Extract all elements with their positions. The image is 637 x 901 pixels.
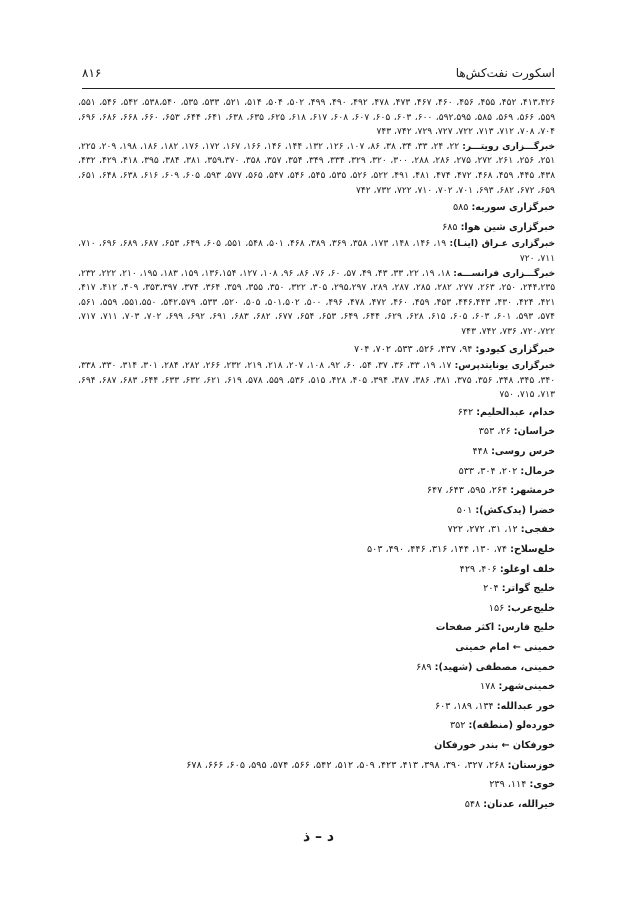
entry-page-numbers: ۱۱۴، ۲۳۹ [489,779,527,791]
entry-heading: خبرگـــزاری رویتـــر: [462,141,556,152]
entry-heading: خیرالله، عدنان: [483,798,555,810]
entry-page-numbers: ۱۳۴، ۱۸۹، ۶۰۳ [434,700,494,712]
entry-heading: خور عبدالله: [496,700,555,712]
index-entry [78,462,555,482]
entry-heading: خرمشهر: [510,485,555,497]
index-entry [78,340,555,360]
entry-page-numbers: ۲۶، ۳۵۳ [478,426,511,438]
index-entry [78,638,555,658]
entry-page-numbers: ۱۹، ۱۴۶، ۱۴۸، ۱۷۳، ۳۵۸، ۳۶۹، ۳۸۹، ۴۶۸، ۵۰۱، ۵۴۸، ۵۵۱، ۶۰۵، ۶۴۹، ۶۵۳، ۶۸۷، ۶۸۹، ۶۹۶، ۷۱۰، ۷۱۱، ۷۲۰ [78,239,555,264]
entry-heading: خبرگزاری سوریه: [471,202,555,214]
entry-page-numbers: ۴۴۸ [472,446,488,458]
index-entry [78,218,555,238]
entry-heading: خبرگزاری شین هوا: [460,221,555,233]
entry-page-numbers: ۴۰۶، ۴۲۹ [459,563,497,575]
entry-heading: خراسان: [513,426,555,438]
entry-heading: خلع‌سلاح: [510,544,555,556]
index-entry [78,198,555,218]
entry-heading: خدام، عبدالحلیم: [476,406,555,418]
entry-page-numbers: ۲۰۲، ۳۰۴، ۵۳۳ [458,465,518,477]
index-entry [78,756,555,776]
index-entry [78,658,555,678]
entry-page-numbers: ۵۸۵ [452,202,469,214]
index-entries [78,96,555,814]
index-entry [78,540,555,560]
index-entry [78,520,555,540]
entry-page-numbers: ۵۰۱ [456,504,473,516]
index-entry [78,140,555,198]
entry-page-numbers: ۹۴، ۴۳۷، ۵۲۶، ۵۳۳، ۷۰۲، ۷۰۴ [353,343,473,355]
entry-page-numbers: ۱۵۶ [488,602,505,614]
entry-heading: خبرگزاری کیودو: [475,343,555,355]
index-entry [78,795,555,815]
entry-heading: خبرگزاری عـراق (اینـا): [449,239,556,250]
index-entry [78,501,555,521]
entry-heading: خلیج گواتر: [501,583,555,595]
entry-page-numbers: ۶۸۵ [442,221,458,233]
entry-heading: خلیج فارس: اکثر صفحات [435,622,555,634]
running-title: اسکورت نفت‌کش‌ها [455,66,555,80]
entry-heading: خضرا (یدک‌کش): [475,504,555,516]
index-entry [78,359,555,403]
entry-page-numbers: ۱۷۸ [480,681,496,693]
entry-page-numbers: ۱۲، ۳۱، ۲۷۲، ۷۲۲ [447,524,518,536]
entry-heading: خوزستان: [507,759,555,771]
entry-page-numbers: ۲۰۴ [483,583,499,595]
index-entry [78,618,555,638]
index-entry [78,716,555,736]
entry-page-numbers: ۱۸، ۱۹، ۲۲، ۳۳، ۴۳، ۴۹، ۵۷، ۶۰، ۷۶، ۸۶، ۹۶، ۱۰۸، ۱۲۷، ۱۳۶،۱۵۴، ۱۵۹، ۱۸۳، ۱۹۵، ۲۱۰، ۲۲۲، ۲۳۲، ۲۴۴،۲۳۵، ۲۵۰، ۲۶۳، ۲۷۷، ۲۸۲، ۲۸۵، ۲۸۷، ۲۸۹، ۲۹۵،۲۹۷، ۳۰۵، ۳۲۲، ۳۵۰، ۳۵۵، ۳۵۹، ۳۶۴، ۳۷۴، ۳۵۳،۳۹۷، ۴۰۹، ۴۱۲، ۴۱۷، ۴۲۱، ۴۲۴، ۴۳۰، ۴۴۶،۴۴۳، ۴۵۳، ۴۵۹، ۴۶۰، ۴۷۲، ۴۷۸، ۴۹۶، ۵۰۰، ۵۰۱،۵۰۲، ۵۰۵، ۵۲۰، ۵۳۳، ۵۴۲،۵۷۹، ۵۵۱،۵۵۰، ۵۵۹، ۵۶۱، ۵۷۴، ۵۹۳، ۶۰۱، ۶۰۳، ۶۰۵، ۶۱۵، ۶۲۸، ۶۲۹، ۶۴۴، ۶۴۹، ۶۵۳، ۶۵۴، ۶۷۷، ۶۸۲، ۶۸۳، ۶۹۱، ۶۹۲، ۶۹۹، ۷۰۲، ۷۰۳، ۷۱۱، ۷۱۷، ۷۲۰،۷۲۲، ۷۳۶، ۷۴۲، ۷۴۳ [78,268,556,337]
entry-page-numbers: ۵۴۸ [464,798,481,810]
entry-heading: خبرگزاری یونایتدپرس: [454,361,556,372]
entry-page-numbers: ۶۸۹ [416,661,432,673]
entry-page-numbers: ۳۵۲ [449,720,466,732]
entry-heading: خلف اوغلو: [499,563,555,575]
entry-page-numbers: ۶۴۲ [457,406,474,418]
index-entry [78,237,555,266]
index-entry [78,677,555,697]
index-entry [78,422,555,442]
entry-page-numbers: ۱۷، ۱۹، ۳۳، ۳۶، ۳۷، ۵۴، ۶۰، ۹۲، ۱۰۸، ۲۰۷، ۲۱۸، ۲۱۹، ۲۳۲، ۲۶۶، ۲۸۲، ۲۸۴، ۳۰۱، ۳۱۴، ۳۳۰، ۳۳۸، ۳۴۰، ۳۴۵، ۳۴۸، ۳۵۶، ۳۷۵، ۳۸۱، ۳۸۶، ۳۸۷، ۳۹۴، ۴۰۵، ۴۲۸، ۵۱۵، ۵۳۶، ۵۵۹، ۵۷۸، ۶۱۹، ۶۲۱، ۶۳۲، ۶۳۳، ۶۴۴، ۶۸۳، ۶۸۷، ۶۹۴، ۷۱۳، ۷۱۵، ۷۵۰ [78,361,556,401]
index-entry [78,775,555,795]
entry-page-numbers: ۷۴، ۱۳۰، ۱۴۴، ۳۱۶، ۴۴۶، ۴۹۰، ۵۰۳ [367,544,508,556]
page-number: ۸۱۶ [82,66,102,80]
index-entry [78,599,555,619]
entry-heading: خبرگـــزاری فرانســـه: [453,268,556,279]
index-entry [78,403,555,423]
entry-heading: خورده‌لو (منطقه): [468,720,555,732]
index-entry [78,736,555,756]
index-entry [78,481,555,501]
entry-heading: خوی: [529,779,555,791]
page-header [82,64,555,86]
index-entry [78,697,555,717]
index-entry [78,579,555,599]
section-letter: د – ذ [302,829,335,845]
entry-page-numbers: ۲۲، ۲۴، ۳۳، ۳۴، ۳۸، ۸۶، ۱۰۷، ۱۲۶، ۱۳۲، ۱۴۴، ۱۴۶، ۱۶۶، ۱۶۷، ۱۷۲، ۱۷۶، ۱۸۲، ۱۸۶، ۱۹۸، ۲۰۹، ۲۲۵، ۲۵۱، ۲۵۶، ۲۶۱، ۲۷۲، ۲۷۵، ۲۸۶، ۲۸۸، ۳۰۰، ۳۲۰، ۳۲۹، ۳۳۴، ۳۴۹، ۳۵۴، ۳۵۷، ۳۵۸، ۳۵۹،۳۷۰، ۳۸۱، ۳۸۴، ۳۹۵، ۴۱۸، ۴۲۹، ۴۳۲، ۴۳۸، ۴۴۵، ۴۵۹، ۴۶۸، ۴۷۲، ۴۷۴، ۴۸۱، ۴۹۱، ۵۲۲، ۵۲۶، ۵۳۵، ۵۴۵، ۵۴۶، ۵۴۷، ۵۶۵، ۵۷۷، ۵۹۳، ۶۰۵، ۶۰۹، ۶۱۶، ۶۳۸، ۶۴۸، ۶۵۱، ۶۵۹، ۶۷۲، ۶۸۲، ۶۹۳، ۷۰۱، ۷۰۲، ۷۱۰، ۷۲۲، ۷۳۲، ۷۴۲ [78,141,556,196]
entry-heading: خرمال: [520,465,555,477]
entry-heading: خمینی، مصطفی (شهید): [434,661,555,673]
index-entry [78,442,555,462]
entry-heading: خمینی ← امام خمینی [455,642,555,653]
index-entry [78,560,555,580]
entry-heading: خرس روسی: [491,446,555,458]
entry-heading: خفجی: [520,524,555,536]
entry-page-numbers: ۴۱۳،۴۲۶، ۴۵۲، ۴۵۵، ۴۵۶، ۴۶۰، ۴۶۷، ۴۷۳، ۴۷۸، ۴۹۲، ۴۹۰، ۴۹۹، ۵۰۲، ۵۰۴، ۵۱۴، ۵۲۱، ۵۳۳، ۵۳۵، ۵۳۸،۵۴۰، ۵۴۲، ۵۴۶، ۵۵۱، ۵۵۹، ۵۶۶، ۵۶۹، ۵۸۵، ۵۹۲،۵۹۵، ۶۰۰، ۶۰۳، ۶۰۵، ۶۰۷، ۶۰۸، ۶۱۷، ۶۱۸، ۶۲۵، ۶۳۵، ۶۳۸، ۶۴۱، ۶۴۴، ۶۵۳، ۶۶۰، ۶۶۸، ۶۸۶، ۶۹۶، ۷۰۴، ۷۰۸، ۷۱۲، ۷۱۳، ۷۲۲، ۷۲۷، ۷۲۹، ۷۴۲، ۷۴۳ [78,98,556,138]
entry-heading: خورفکان ← بندر خورفکان [434,739,555,751]
index-entry [78,267,555,340]
entry-page-numbers: ۲۶۸، ۳۲۷، ۳۹۰، ۳۹۸، ۴۱۳، ۴۲۳، ۵۰۹، ۵۱۲، ۵۴۲، ۵۶۶، ۵۷۴، ۵۹۵، ۶۰۵، ۶۶۶، ۶۷۸ [186,759,505,771]
header-rule [82,88,555,89]
entry-heading: خمینی‌شهر: [498,681,555,693]
index-entry [78,96,555,140]
entry-heading: خلیج‌عرب: [507,602,555,614]
entry-page-numbers: ۲۶۴، ۵۹۵، ۶۴۳، ۶۴۷ [426,485,508,497]
